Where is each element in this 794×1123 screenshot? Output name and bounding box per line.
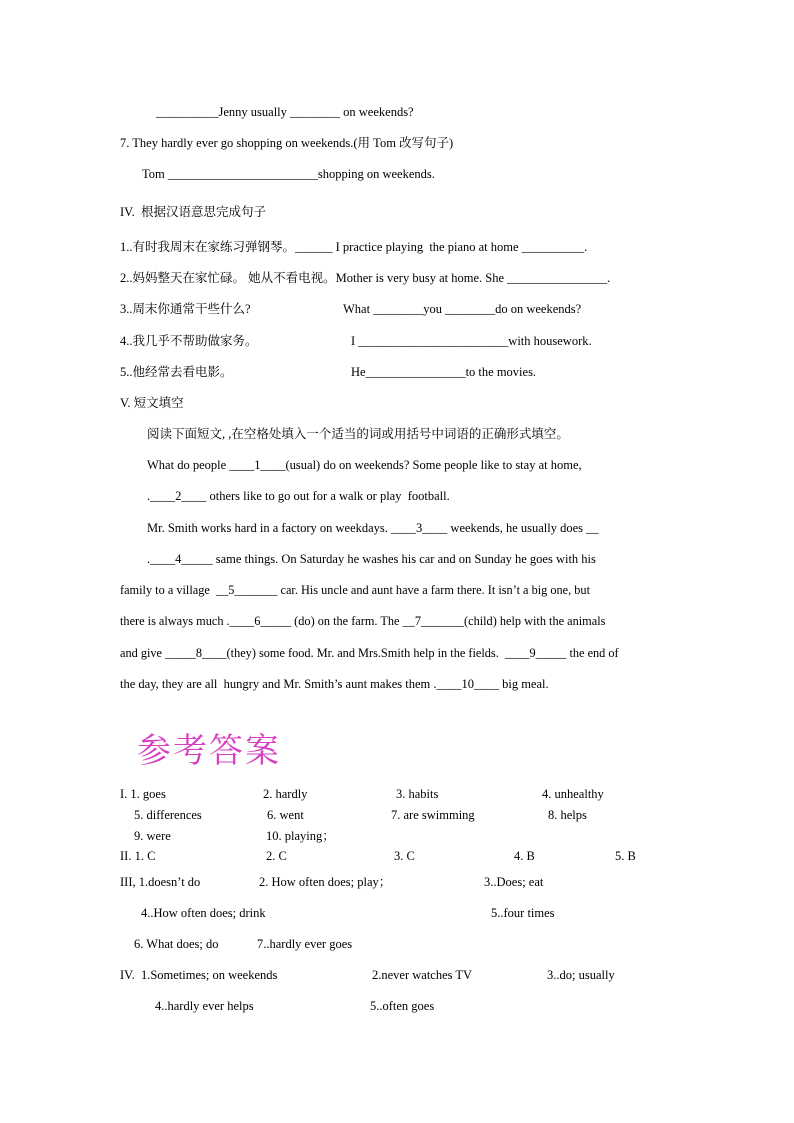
passage-line-5: family to a village __5_______ car. His uncle and aunt have a farm there. It isn’t a big one, but (120, 583, 590, 597)
answer-row-2-a: 5. differences (134, 808, 202, 822)
answer-row-2-c: 7. are swimming (391, 808, 475, 822)
answer-row-6-b: 5..four times (491, 906, 555, 920)
passage-line-8: the day, they are all hungry and Mr. Smith’s aunt makes them .____10____ big meal. (120, 677, 549, 691)
answer-row-4-e: 5. B (615, 849, 636, 863)
passage-line-1: What do people ____1____(usual) do on weekends? Some people like to stay at home, (147, 458, 582, 472)
answer-row-8-a: IV. 1.Sometimes; on weekends (120, 968, 278, 982)
section4-heading: IV. 根据汉语意思完成句子 (120, 205, 266, 219)
answer-row-8-c: 3..do; usually (547, 968, 615, 982)
answer-row-1-a: I. 1. goes (120, 787, 166, 801)
passage-line-6: there is always much .____6_____ (do) on the farm. The __7_______(child) help with the animals (120, 614, 606, 628)
answer-row-1-c: 3. habits (396, 787, 439, 801)
answer-row-1-d: 4. unhealthy (542, 787, 604, 801)
answer-row-4-a: II. 1. C (120, 849, 156, 863)
passage-line-2: .____2____ others like to go out for a walk or play football. (147, 489, 450, 503)
passage-line-7: and give _____8____(they) some food. Mr. and Mrs.Smith help in the fields. ____9_____ the end of (120, 646, 619, 660)
q7-prompt: 7. They hardly ever go shopping on weekends.(用 Tom 改写句子) (120, 136, 454, 150)
answer-row-4-b: 2. C (266, 849, 287, 863)
answer-row-7-a: 6. What does; do (134, 937, 219, 951)
answer-row-6-a: 4..How often does; drink (141, 906, 266, 920)
answer-row-5-c: 3..Does; eat (484, 875, 544, 889)
answer-row-3-b: 10. playing； (266, 829, 335, 843)
answer-row-1-b: 2. hardly (263, 787, 308, 801)
section4-item-4-chinese: 4..我几乎不帮助做家务。 (120, 334, 258, 348)
answer-row-2-b: 6. went (267, 808, 304, 822)
answer-row-4-d: 4. B (514, 849, 535, 863)
section4-item-2: 2..妈妈整天在家忙碌。 她从不看电视。Mother is very busy at home. She ________________. (120, 271, 611, 285)
section4-item-1: 1..有时我周末在家练习弹钢琴。______ I practice playing the piano at home __________. (120, 240, 588, 254)
answer-row-9-a: 4..hardly ever helps (155, 999, 254, 1013)
section5-instruction: 阅读下面短文, ,在空格处填入一个适当的词或用括号中词语的正确形式填空。 (147, 427, 569, 441)
answer-row-4-c: 3. C (394, 849, 415, 863)
answer-row-7-b: 7..hardly ever goes (257, 937, 353, 951)
answer-row-9-b: 5..often goes (370, 999, 435, 1013)
answer-row-5-a: III, 1.doesn’t do (120, 875, 201, 889)
answers-title: 参考答案 (137, 731, 281, 771)
section4-item-4-english: I ________________________with housework. (351, 334, 592, 348)
section4-item-3-english: What ________you ________do on weekends? (343, 302, 582, 316)
passage-line-3: Mr. Smith works hard in a factory on weekdays. ____3____ weekends, he usually does __ (147, 521, 599, 535)
section4-item-3-chinese: 3..周末你通常干些什么? (120, 302, 251, 316)
passage-line-4: .____4_____ same things. On Saturday he washes his car and on Sunday he goes with his (147, 552, 596, 566)
section5-heading: V. 短文填空 (120, 396, 184, 410)
answer-row-5-b: 2. How often does; play； (259, 875, 392, 889)
q7-answer-line: Tom ________________________shopping on weekends. (142, 167, 435, 181)
section4-item-5-chinese: 5..他经常去看电影。 (120, 365, 233, 379)
section4-item-5-english: He________________to the movies. (351, 365, 537, 379)
answer-row-2-d: 8. helps (548, 808, 587, 822)
answer-row-8-b: 2.never watches TV (372, 968, 473, 982)
q6-line: __________Jenny usually ________ on weekends? (156, 105, 414, 119)
answer-row-3-a: 9. were (134, 829, 171, 843)
